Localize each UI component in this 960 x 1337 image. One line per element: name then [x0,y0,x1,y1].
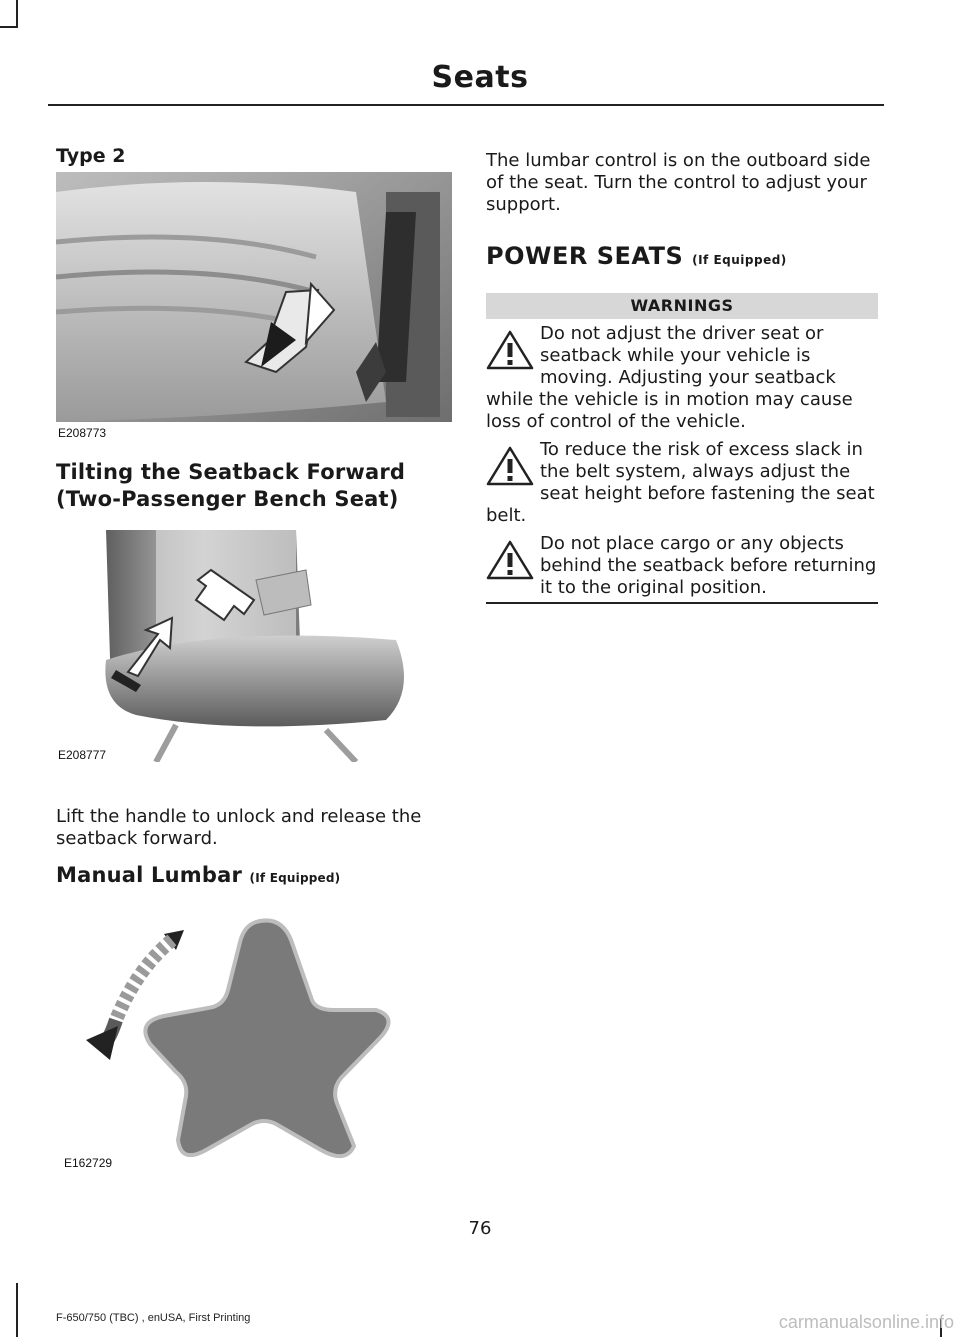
tilt-body-text [56,806,456,850]
text-line: The lumbar control is on the outboard side [486,150,871,171]
text-line: loss of control of the vehicle. [486,411,746,432]
seat-belt-illustration [56,172,452,422]
crop-mark [16,1283,18,1337]
type-2-label: Type 2 [56,145,126,167]
warning-2-text [486,439,886,527]
page-number: 76 [468,1218,492,1239]
seat-belt-figure [56,172,452,422]
text-line: Do not place cargo or any objects [540,533,844,554]
bench-seat-illustration [96,530,452,762]
text-line: behind the seatback before returning [540,555,877,576]
site-watermark: carmanualsonline.info [778,1312,954,1332]
manual-lumbar-heading [56,862,340,892]
crop-mark [0,26,18,28]
tilt-seatback-heading [56,459,405,513]
figure-code: E162729 [64,1156,113,1170]
page-title: Seats [431,60,529,95]
lumbar-knob-illustration [76,910,406,1164]
text-line: support. [486,194,561,215]
text-line: of the seat. Turn the control to adjust your [486,172,867,193]
lumbar-knob-figure [76,910,406,1164]
power-seats-heading [486,242,787,270]
crop-mark [16,0,18,28]
tilt-heading-line: Tilting the Seatback Forward [56,460,406,484]
text-line: Lift the handle to unlock and release the [56,806,422,827]
text-line: seatback while your vehicle is [540,345,811,366]
warnings-bottom-divider [486,602,878,604]
text-line: seatback forward. [56,828,218,849]
text-line: it to the original position. [540,577,767,598]
warnings-header: WARNINGS [486,293,878,319]
text-line: belt. [486,505,527,526]
power-seats-title: POWER SEATS [486,242,684,270]
edition-footer: F-650/750 (TBC) , enUSA, First Printing [56,1312,251,1324]
lumbar-body-text [486,150,886,216]
text-line: seat height before fastening the seat [540,483,875,504]
if-equipped-qualifier: (If Equipped) [249,871,341,885]
text-line: Do not adjust the driver seat or [540,323,824,344]
manual-lumbar-title: Manual Lumbar [56,863,243,887]
tilt-heading-line: (Two-Passenger Bench Seat) [56,487,399,511]
text-line: the belt system, always adjust the [540,461,851,482]
warning-1-text [486,323,886,433]
text-line: moving. Adjusting your seatback [540,367,836,388]
text-line: To reduce the risk of excess slack in [540,439,863,460]
header-divider [48,104,884,106]
figure-code: E208777 [58,748,107,762]
text-line: while the vehicle is in motion may cause [486,389,853,410]
bench-seat-figure [96,530,452,762]
if-equipped-qualifier: (If Equipped) [692,253,787,267]
warning-3-text [486,533,886,599]
figure-code: E208773 [58,426,107,440]
